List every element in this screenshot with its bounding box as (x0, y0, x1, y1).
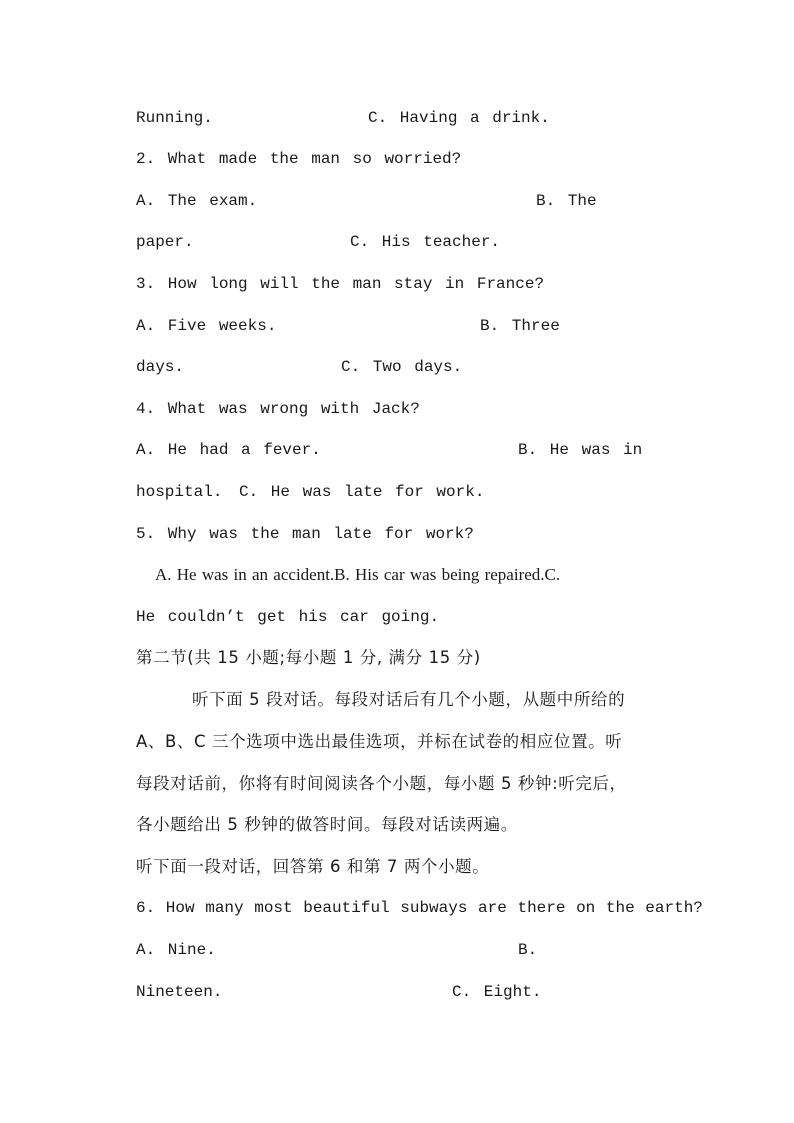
q6-option-b: B. (518, 941, 538, 959)
q6-option-a: A. Nine. (136, 941, 216, 959)
instructions-text-4: 各小题给出 5 秒钟的做答时间。每段对话读两遍。 (136, 815, 518, 834)
q6-text: 6. How many most beautiful subways are there on the earth? (136, 899, 703, 917)
q1-option-b-text: Running. (136, 109, 213, 127)
instructions-text-3: 每段对话前，你将有时间阅读各个小题，每小题 5 秒钟:听完后， (136, 774, 627, 793)
q2-option-b-cont: paper. (136, 233, 194, 251)
q2-option-b: B. The (536, 192, 597, 210)
q4-text: 4. What was wrong with Jack? (136, 400, 420, 418)
q5-text: 5. Why was the man late for work? (136, 525, 474, 543)
q2-text: 2. What made the man so worried? (136, 150, 462, 168)
q1-option-c: C. Having a drink. (368, 109, 550, 127)
q2-option-a: A. The exam. (136, 192, 258, 210)
section-2-title: 第二节(共 15 小题;每小题 1 分, 满分 15 分) (136, 648, 481, 667)
q5-options-ab: A. He was in an accident.B. His car was being repaired.C. (155, 565, 561, 584)
q3-option-a: A. Five weeks. (136, 317, 277, 335)
q6-option-c: C. Eight. (452, 983, 542, 1001)
q5-option-c-cont: He couldn’t get his car going. (136, 608, 440, 626)
q2-option-c: C. His teacher. (350, 233, 501, 251)
dialogue-instruction-text: 听下面一段对话，回答第 6 和第 7 两个小题。 (136, 857, 490, 876)
q6-option-b-cont: Nineteen. (136, 983, 223, 1001)
instructions-text-1: 听下面 5 段对话。每段对话后有几个小题，从题中所给的 (192, 690, 626, 709)
q4-option-b: B. He was in (518, 441, 643, 459)
q4-option-c: C. He was late for work. (239, 483, 485, 501)
instructions-text-2: A、B、C 三个选项中选出最佳选项，并标在试卷的相应位置。听 (136, 732, 623, 751)
q3-text: 3. How long will the man stay in France? (136, 275, 545, 293)
q3-option-b-cont: days. (136, 358, 185, 376)
q4-option-b-cont: hospital. (136, 483, 223, 501)
q3-option-b: B. Three (480, 317, 560, 335)
q3-option-c: C. Two days. (341, 358, 463, 376)
q4-option-a: A. He had a fever. (136, 441, 321, 459)
